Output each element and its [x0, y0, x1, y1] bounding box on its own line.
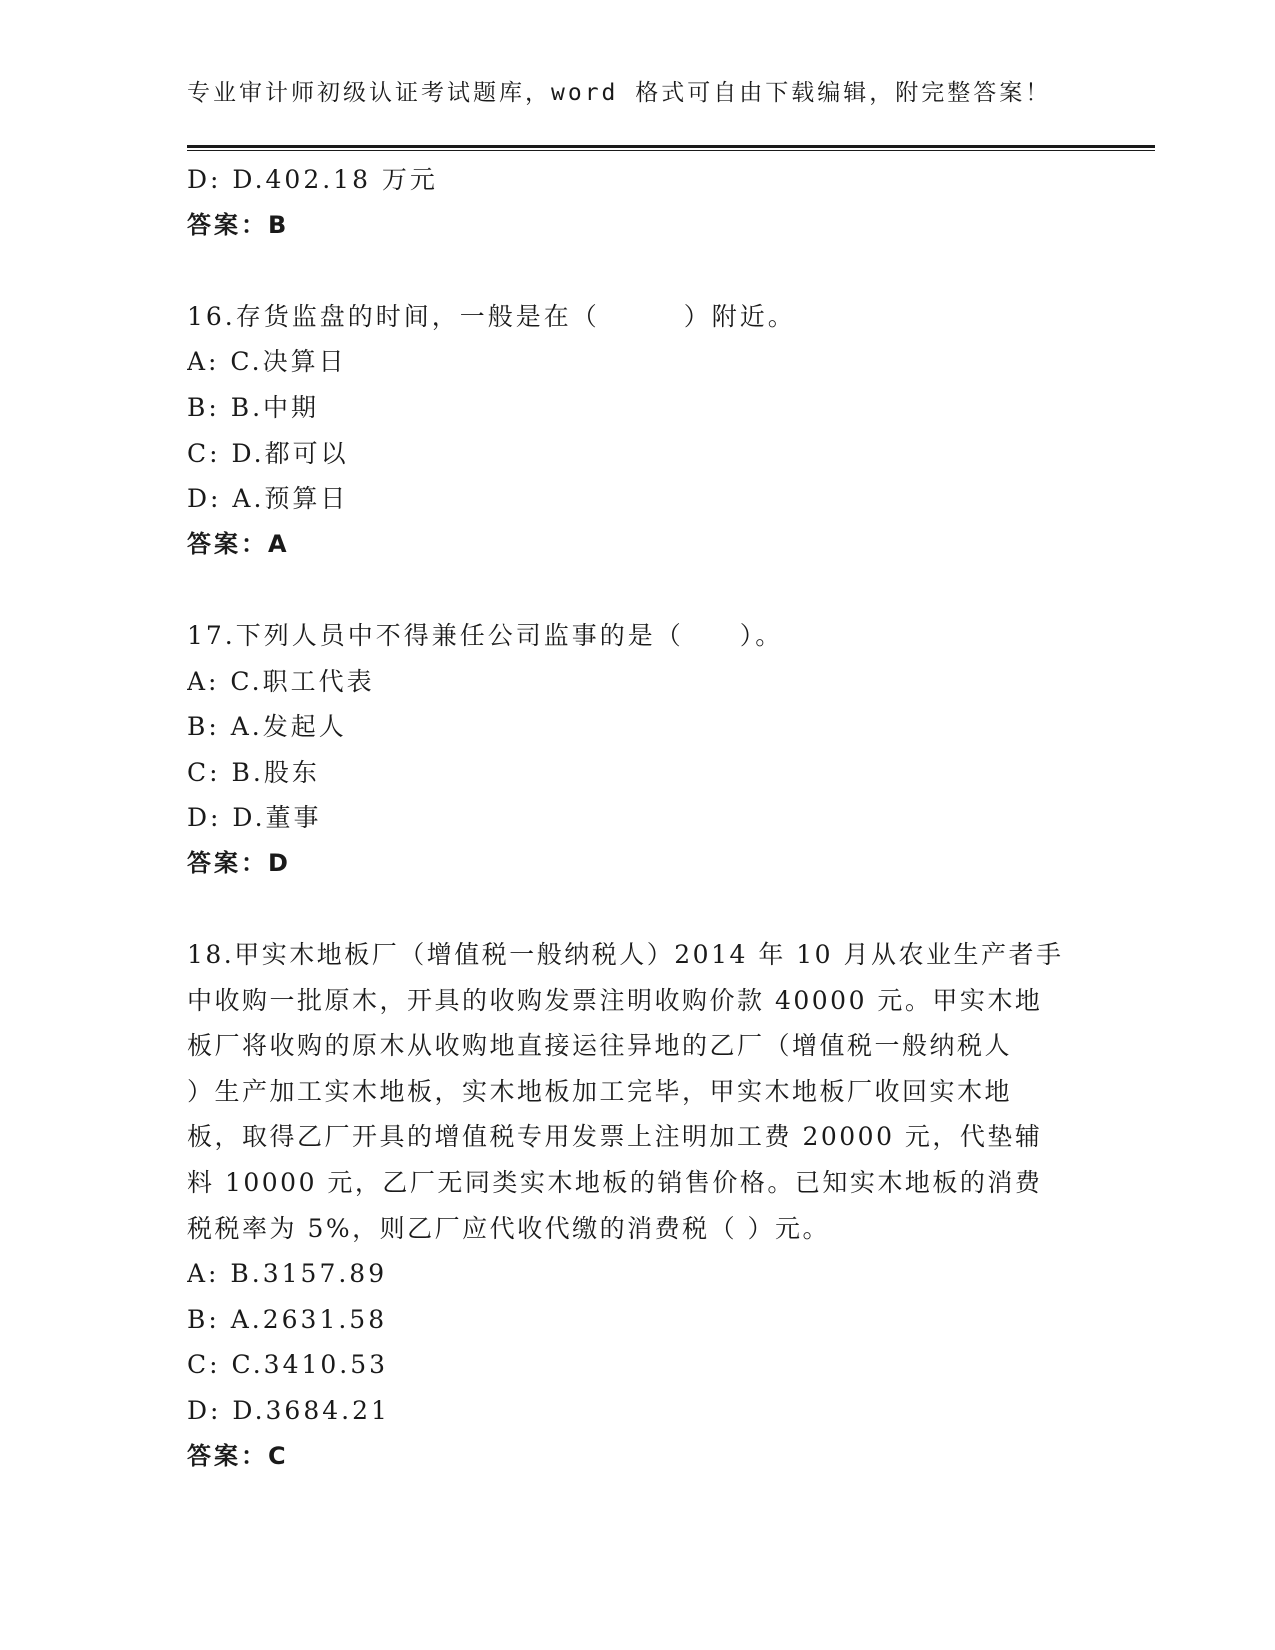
document-body	[187, 157, 1067, 1479]
option-d: D: D.董事	[187, 803, 322, 833]
option-b: B: A.2631.58	[187, 1304, 388, 1334]
option-c: C: B.股东	[187, 757, 320, 787]
option-a: A: B.3157.89	[187, 1259, 388, 1289]
option-a: A: C.决算日	[187, 347, 347, 377]
header-rule-thin	[187, 150, 1155, 151]
question-stem-line: 中收购一批原木，开具的收购发票注明收购价款 40000 元。甲实木地	[187, 985, 1043, 1015]
option-b: B: B.中期	[187, 392, 320, 422]
question-stem	[187, 932, 1067, 1251]
question-stem-line: ）生产加工实木地板，实木地板加工完毕，甲实木地板厂收回实木地	[187, 1076, 1013, 1106]
question-stem-line: 18.甲实木地板厂（增值税一般纳税人）2014 年 10 月从农业生产者手	[187, 940, 1064, 970]
question-stem: 17.下列人员中不得兼任公司监事的是（ ）。	[187, 620, 784, 650]
question-stem-line: 税税率为 5%，则乙厂应代收代缴的消费税（ ）元。	[187, 1213, 831, 1243]
option-d: D: D.402.18 万元	[187, 165, 438, 194]
option-c: C: C.3410.53	[187, 1350, 389, 1380]
spacer	[187, 567, 1067, 613]
spacer	[187, 887, 1067, 933]
question-stem-line: 料 10000 元，乙厂无同类实木地板的销售价格。已知实木地板的消费	[187, 1168, 1043, 1198]
answer: 答案：C	[187, 1441, 289, 1470]
question-stem: 16.存货监盘的时间，一般是在（ ）附近。	[187, 301, 796, 331]
page-header: 专业审计师初级认证考试题库，word 格式可自由下载编辑，附完整答案！	[187, 80, 1052, 106]
option-d: D: A.预算日	[187, 484, 349, 514]
spacer	[187, 248, 1067, 294]
option-d: D: D.3684.21	[187, 1396, 390, 1426]
question-stem-line: 板厂将收购的原木从收购地直接运往异地的乙厂（增值税一般纳税人	[187, 1031, 1013, 1061]
answer: 答案：D	[187, 848, 291, 877]
option-b: B: A.发起人	[187, 712, 347, 742]
answer: 答案：B	[187, 210, 290, 239]
header-rule-thick	[187, 145, 1155, 148]
option-a: A: C.职工代表	[187, 666, 375, 696]
option-c: C: D.都可以	[187, 438, 349, 468]
answer: 答案：A	[187, 529, 290, 558]
question-stem-line: 板，取得乙厂开具的增值税专用发票上注明加工费 20000 元，代垫辅	[187, 1122, 1043, 1152]
